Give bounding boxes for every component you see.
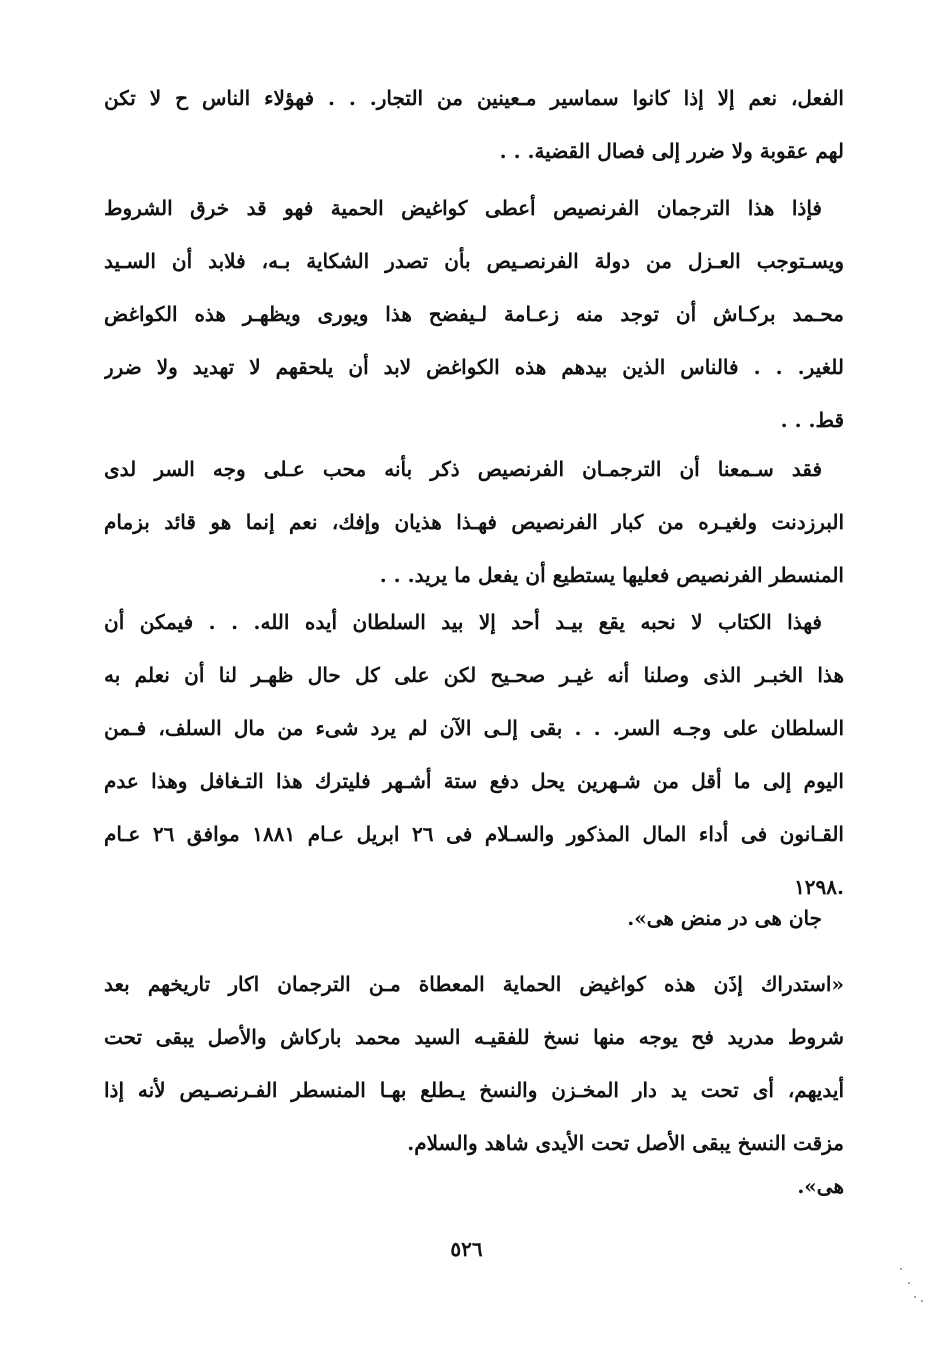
paragraph-2 — [104, 182, 844, 447]
text-line: .١٢٩٨ — [794, 875, 844, 899]
text-line: هذا الخبـر الذى وصلنا أنه غيـر صحـيح لكن على كل حال ظهـر لنا أن نعلم به — [104, 663, 844, 687]
text-line: محـمد بركـاش أن توجد منه زعـامة لـيفضح هذا ويورى ويظهـر هذه الكواغض — [104, 302, 844, 326]
text-line: «استدراك إذَن هذه كواغيض الحماية المعطاة مـن الترجمان اكار تاريخهم بعد — [104, 972, 844, 996]
page-number: ٥٢٦ — [450, 1237, 483, 1261]
scan-speck — [900, 1268, 902, 1270]
paragraph-7 — [104, 1160, 844, 1213]
text-line: أيديهم، أى تحت يد دار المخـزن والنسخ يـطلع بهـا المنسطر الفـرنصـيص لأنه إذا — [104, 1078, 844, 1102]
text-line: مزقت النسخ يبقى الأصل تحت الأيدى شاهد والسلام. — [407, 1131, 844, 1155]
paragraph-5 — [104, 892, 844, 945]
paragraph-6 — [104, 958, 844, 1170]
text-line: السلطان على وجـه السر. . . بقى إلـى الآن لم يرد شىء من مال السلف، فـمن — [104, 716, 844, 740]
text-line: جان هى در منض هى». — [627, 906, 822, 930]
text-line: ويسـتوجب العـزل من دولة الفرنصـيص بأن تصدر الشكاية بـه، فلابد أن السـيد — [104, 249, 844, 273]
text-line: لهم عقوبة ولا ضرر إلى فصال القضية. . . — [499, 139, 844, 163]
text-line: شروط مدريد فح يوجه منها نسخ للفقيـه السيد محمد باركاش والأصل يبقى تحت — [104, 1025, 844, 1049]
text-line: فقد سـمعنا أن الترجمـان الفرنصيص ذكر بأنه محب عـلى وجه السر لدى — [104, 457, 822, 481]
text-line: هى». — [797, 1174, 844, 1198]
text-line: البرزدنت ولغيـره من كبار الفرنصيص فهـذا هذيان وإفك، نعم إنما هو قائد بزمام — [104, 510, 844, 534]
scan-speck — [914, 1296, 916, 1298]
scan-speck — [921, 1300, 923, 1302]
text-line: الفعل، نعم إلا إذا كانوا سماسير مـعينين من التجار. . . فهؤلاء الناس ح لا تكن — [104, 86, 844, 110]
paragraph-1 — [104, 72, 844, 178]
paragraph-3 — [104, 443, 844, 602]
text-line: اليوم إلى ما أقل من شـهرين يحل دفع ستة أشـهر فليترك هذا التـغافل وهذا عدم — [104, 769, 844, 793]
text-line: القـانون فى أداء المال المذكور والسـلام فى ٢٦ ابريل عـام ١٨٨١ موافق ٢٦ عـام — [104, 822, 844, 846]
text-line: فإذا هذا الترجمان الفرنصيص أعطى كواغيض الحمية فهو قد خرق الشروط — [104, 196, 822, 220]
text-line: قط. . . — [780, 408, 844, 432]
scan-speck — [908, 1282, 910, 1284]
paragraph-4 — [104, 596, 844, 914]
text-line: المنسطر الفرنصيص فعليها يستطيع أن يفعل ما يريد. . . — [379, 563, 844, 587]
text-line: فهذا الكتاب لا نحبه يقع بيـد أحد إلا بيد السلطان أيده الله. . . فيمكن أن — [104, 610, 822, 634]
text-line: للغير. . . فالناس الذين بيدهم هذه الكواغض لابد أن يلحقهم لا تهديد ولا ضرر — [104, 355, 844, 379]
